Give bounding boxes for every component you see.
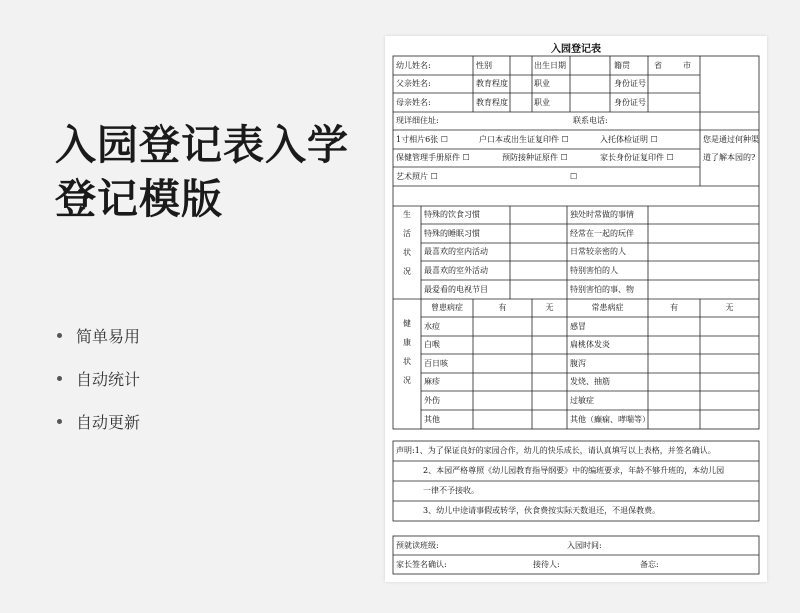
- statement-line-4: 3、幼儿中途请事假或转学，伙食费按实际天数退还，不退保教费。: [423, 506, 661, 515]
- health-item: 其他: [424, 415, 440, 424]
- title-line-2: 登记模版: [55, 175, 223, 223]
- life-item: 经常在一起的玩伴: [570, 229, 634, 238]
- health-section-label: 健 康 状 况: [403, 319, 411, 385]
- feature-label: 简单易用: [76, 327, 141, 346]
- bullet-icon: [57, 333, 62, 338]
- life-item: 特殊的睡眠习惯: [424, 229, 480, 238]
- household-checkbox-label: 户口本或出生证复印件 ☐: [479, 135, 569, 144]
- enroll-date-label: 入园时间:: [567, 541, 602, 550]
- extra-checkbox-label: ☐: [570, 172, 578, 181]
- health-header-no-2: 无: [725, 303, 734, 312]
- form-title: 入园登记表: [551, 44, 601, 55]
- feature-list: [57, 314, 140, 443]
- health-book-checkbox-label: 保健管理手册原件 ☐: [396, 153, 470, 162]
- title-line-1: 入园登记表入学: [55, 121, 349, 169]
- health-item: 百日咳: [424, 359, 448, 368]
- father-education-label: 教育程度: [476, 79, 508, 88]
- health-item: 扁桃体发炎: [570, 340, 610, 349]
- birthdate-label: 出生日期: [534, 61, 566, 70]
- bullet-icon: [57, 376, 62, 381]
- health-header-no: 无: [545, 303, 554, 312]
- father-id-label: 身份证号: [614, 79, 646, 88]
- province-label: 省: [654, 61, 662, 70]
- health-header-yes: 有: [498, 303, 507, 312]
- side-note-line-2: 道了解本园的?: [703, 153, 756, 162]
- feature-item: [57, 400, 140, 443]
- health-item: 感冒: [570, 322, 586, 331]
- phone-label: 联系电话:: [573, 116, 608, 125]
- life-item: 独处时常做的事情: [570, 210, 634, 219]
- father-name-label: 父亲姓名:: [396, 79, 431, 88]
- gender-label: 性别: [476, 61, 492, 70]
- health-item: 发烧、抽筋: [570, 377, 610, 386]
- health-item: 其他（癫痫、哮喘等）: [570, 415, 650, 424]
- receiver-label: 接待人:: [533, 560, 560, 569]
- page-title: [55, 118, 349, 226]
- life-item: 日常较亲密的人: [570, 247, 626, 256]
- medical-checkbox-label: 入托体检证明 ☐: [600, 135, 658, 144]
- life-item: 最喜欢的室内活动: [424, 247, 488, 256]
- life-section-label: 生 活 状 况: [403, 210, 411, 276]
- photo-checkbox-label: 1寸相片6张 ☐: [396, 135, 448, 144]
- health-header-yes-2: 有: [670, 303, 678, 312]
- life-item: 特别害怕的事、物: [570, 285, 634, 294]
- health-item: 腹泻: [570, 359, 586, 368]
- health-item: 白喉: [424, 340, 440, 349]
- bullet-icon: [57, 419, 62, 424]
- feature-item: [57, 357, 140, 400]
- city-label: 市: [683, 61, 691, 70]
- mother-name-label: 母亲姓名:: [396, 98, 431, 107]
- mother-education-label: 教育程度: [476, 98, 508, 107]
- feature-label: 自动更新: [76, 413, 141, 432]
- statement-line-3: 一律不予接收。: [423, 486, 479, 495]
- statement-line-2: 2、本园严格尊照《幼儿园教育指导纲要》中的编班要求，年龄不够升班的，本幼儿园: [423, 466, 725, 475]
- health-header-past: 曾患病症: [431, 303, 463, 312]
- statement-line-1: 声明:1、为了保证良好的家园合作，幼儿的快乐成长，请认真填写以上表格，并签名确认。: [396, 446, 716, 455]
- side-note-line-1: 您是通过何种渠: [703, 135, 759, 144]
- feature-label: 自动统计: [76, 370, 141, 389]
- mother-id-label: 身份证号: [614, 98, 646, 107]
- health-header-common: 常患病症: [591, 303, 624, 312]
- memo-label: 备忘:: [640, 560, 659, 569]
- life-item: 最爱看的电视节目: [424, 285, 488, 294]
- parent-sign-label: 家长签名确认:: [396, 560, 447, 569]
- vaccine-checkbox-label: 预防接种证原件 ☐: [502, 153, 568, 162]
- native-place-label: 籍贯: [614, 61, 630, 70]
- life-item: 最喜欢的室外活动: [424, 266, 488, 275]
- health-item: 过敏症: [570, 396, 594, 405]
- parent-id-checkbox-label: 家长身份证复印件 ☐: [600, 153, 674, 162]
- child-name-label: 幼儿姓名:: [396, 61, 431, 70]
- health-item: 水痘: [424, 322, 440, 331]
- form-preview: [385, 36, 767, 582]
- health-item: 麻疹: [424, 377, 440, 386]
- class-label: 预就读班级:: [396, 541, 439, 550]
- address-label: 现详细住址:: [396, 116, 439, 125]
- life-item: 特殊的饮食习惯: [424, 210, 480, 219]
- mother-job-label: 职业: [534, 98, 550, 107]
- life-item: 特别害怕的人: [570, 266, 618, 275]
- art-photo-checkbox-label: 艺术照片 ☐: [396, 172, 438, 181]
- feature-item: [57, 314, 140, 357]
- health-item: 外伤: [424, 396, 440, 405]
- father-job-label: 职业: [534, 79, 550, 88]
